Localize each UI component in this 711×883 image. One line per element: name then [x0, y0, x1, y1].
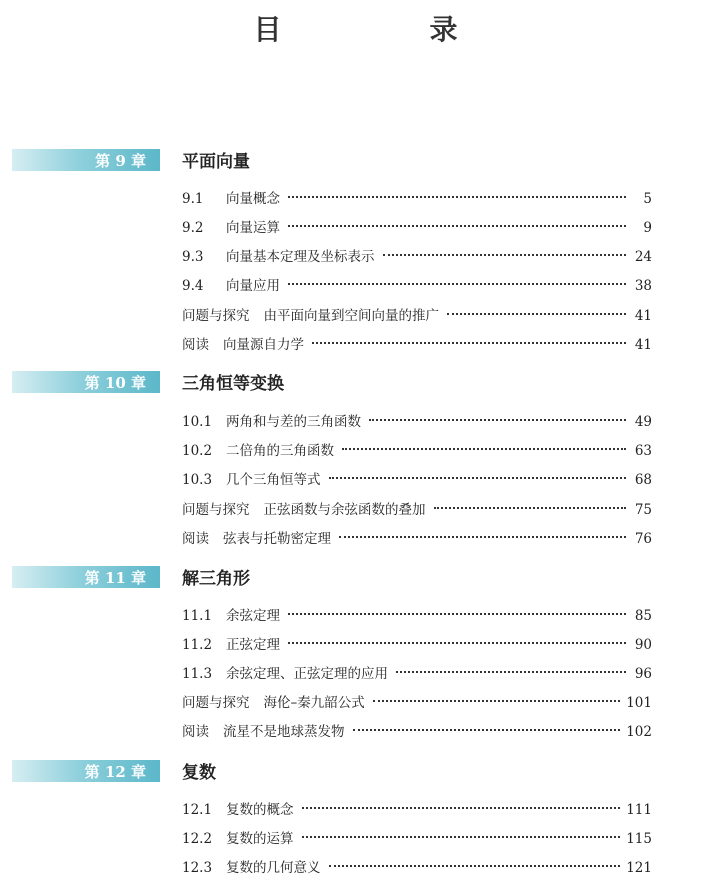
page-number: 38: [634, 278, 652, 294]
page-number: 115: [626, 831, 652, 847]
chapter-title: 复数: [182, 763, 216, 783]
dot-leader: [329, 477, 627, 479]
page-number: 24: [634, 249, 652, 265]
chapter-label: 第 11 章: [84, 569, 146, 587]
section-title: 由平面向量到空间向量的推广: [263, 308, 439, 324]
section-title: 正弦定理: [226, 637, 280, 653]
toc-entry[interactable]: [182, 272, 652, 294]
page-number: 41: [634, 308, 652, 324]
toc-entry[interactable]: [182, 466, 652, 488]
dot-leader: [353, 729, 621, 731]
page-number: 63: [634, 443, 652, 459]
dot-leader: [302, 836, 621, 838]
toc-entry[interactable]: [182, 185, 652, 207]
section-number: 问题与探究: [182, 502, 250, 518]
page-number: 85: [634, 608, 652, 624]
section-title: 余弦定理、正弦定理的应用: [226, 666, 388, 682]
chapter-label-band: [12, 371, 160, 393]
chapter-title: 三角恒等变换: [182, 374, 284, 394]
section-number: 9.2: [182, 220, 204, 236]
section-title: 流星不是地球蒸发物: [223, 724, 345, 740]
chapter-label-band: [12, 149, 160, 171]
section-number: 9.4: [182, 278, 204, 294]
dot-leader: [302, 807, 621, 809]
dot-leader: [288, 225, 626, 227]
dot-leader: [288, 613, 626, 615]
section-title: 复数的几何意义: [226, 860, 321, 876]
toc-entry[interactable]: [182, 331, 652, 353]
page-number: 111: [626, 802, 652, 818]
section-number: 10.3: [182, 472, 213, 488]
page-title: 目 录: [253, 13, 518, 46]
section-title: 海伦–秦九韶公式: [263, 695, 365, 711]
chapter-header: [0, 145, 711, 175]
page-number: 68: [634, 472, 652, 488]
toc-entry[interactable]: [182, 825, 652, 847]
dot-leader: [369, 419, 626, 421]
toc-entry[interactable]: [182, 437, 652, 459]
page-number: 96: [634, 666, 652, 682]
page-number: 90: [634, 637, 652, 653]
chapter-label: 第 9 章: [95, 152, 146, 170]
dot-leader: [288, 642, 626, 644]
page-number: 75: [634, 502, 652, 518]
section-title: 余弦定理: [226, 608, 280, 624]
section-title: 向量运算: [226, 220, 280, 236]
page-number: 5: [643, 191, 652, 207]
toc-entry[interactable]: [182, 302, 652, 324]
toc-entry[interactable]: [182, 796, 652, 818]
section-number: 阅读: [182, 724, 209, 740]
chapter-label: 第 12 章: [84, 763, 146, 781]
page-number: 121: [626, 860, 652, 876]
page-number: 102: [626, 724, 652, 740]
section-title: 向量概念: [226, 191, 280, 207]
section-title: 向量源自力学: [223, 337, 304, 353]
section-title: 几个三角恒等式: [226, 472, 321, 488]
page-number: 41: [634, 337, 652, 353]
section-number: 9.1: [182, 191, 204, 207]
section-number: 阅读: [182, 337, 209, 353]
section-number: 问题与探究: [182, 695, 250, 711]
page-number: 49: [634, 414, 652, 430]
dot-leader: [339, 536, 626, 538]
toc-entry[interactable]: [182, 408, 652, 430]
toc-entry[interactable]: [182, 689, 652, 711]
dot-leader: [434, 507, 627, 509]
toc-entry[interactable]: [182, 525, 652, 547]
chapter-header: [0, 562, 711, 592]
toc-entry[interactable]: [182, 854, 652, 876]
section-number: 12.3: [182, 860, 213, 876]
dot-leader: [447, 313, 626, 315]
chapter-header: [0, 367, 711, 397]
chapter-title: 平面向量: [182, 152, 250, 172]
section-number: 9.3: [182, 249, 204, 265]
chapter-header: [0, 756, 711, 786]
dot-leader: [312, 342, 626, 344]
section-number: 12.2: [182, 831, 213, 847]
dot-leader: [383, 254, 627, 256]
dot-leader: [396, 671, 626, 673]
chapter-label-band: [12, 566, 160, 588]
section-title: 两角和与差的三角函数: [226, 414, 361, 430]
section-title: 向量基本定理及坐标表示: [226, 249, 375, 265]
section-title: 正弦函数与余弦函数的叠加: [263, 502, 426, 518]
section-title: 向量应用: [226, 278, 280, 294]
page-number: 76: [634, 531, 652, 547]
section-number: 问题与探究: [182, 308, 250, 324]
section-number: 10.2: [182, 443, 213, 459]
section-number: 11.2: [182, 637, 213, 653]
section-number: 阅读: [182, 531, 209, 547]
chapter-label: 第 10 章: [84, 374, 146, 392]
page-number: 9: [643, 220, 652, 236]
chapter-title: 解三角形: [182, 569, 250, 589]
toc-entry[interactable]: [182, 660, 652, 682]
dot-leader: [373, 700, 620, 702]
toc-entry[interactable]: [182, 243, 652, 265]
toc-entry[interactable]: [182, 214, 652, 236]
dot-leader: [342, 448, 626, 450]
dot-leader: [329, 865, 621, 867]
chapter-label-band: [12, 760, 160, 782]
section-title: 弦表与托勒密定理: [223, 531, 331, 547]
section-title: 二倍角的三角函数: [226, 443, 334, 459]
section-title: 复数的运算: [226, 831, 294, 847]
section-number: 11.3: [182, 666, 213, 682]
section-number: 12.1: [182, 802, 213, 818]
dot-leader: [288, 196, 626, 198]
toc-entry[interactable]: [182, 602, 652, 624]
dot-leader: [288, 283, 626, 285]
page-number: 101: [626, 695, 652, 711]
toc-entry[interactable]: [182, 496, 652, 518]
section-number: 11.1: [182, 608, 213, 624]
section-number: 10.1: [182, 414, 213, 430]
toc-entry[interactable]: [182, 718, 652, 740]
section-title: 复数的概念: [226, 802, 294, 818]
toc-entry[interactable]: [182, 631, 652, 653]
